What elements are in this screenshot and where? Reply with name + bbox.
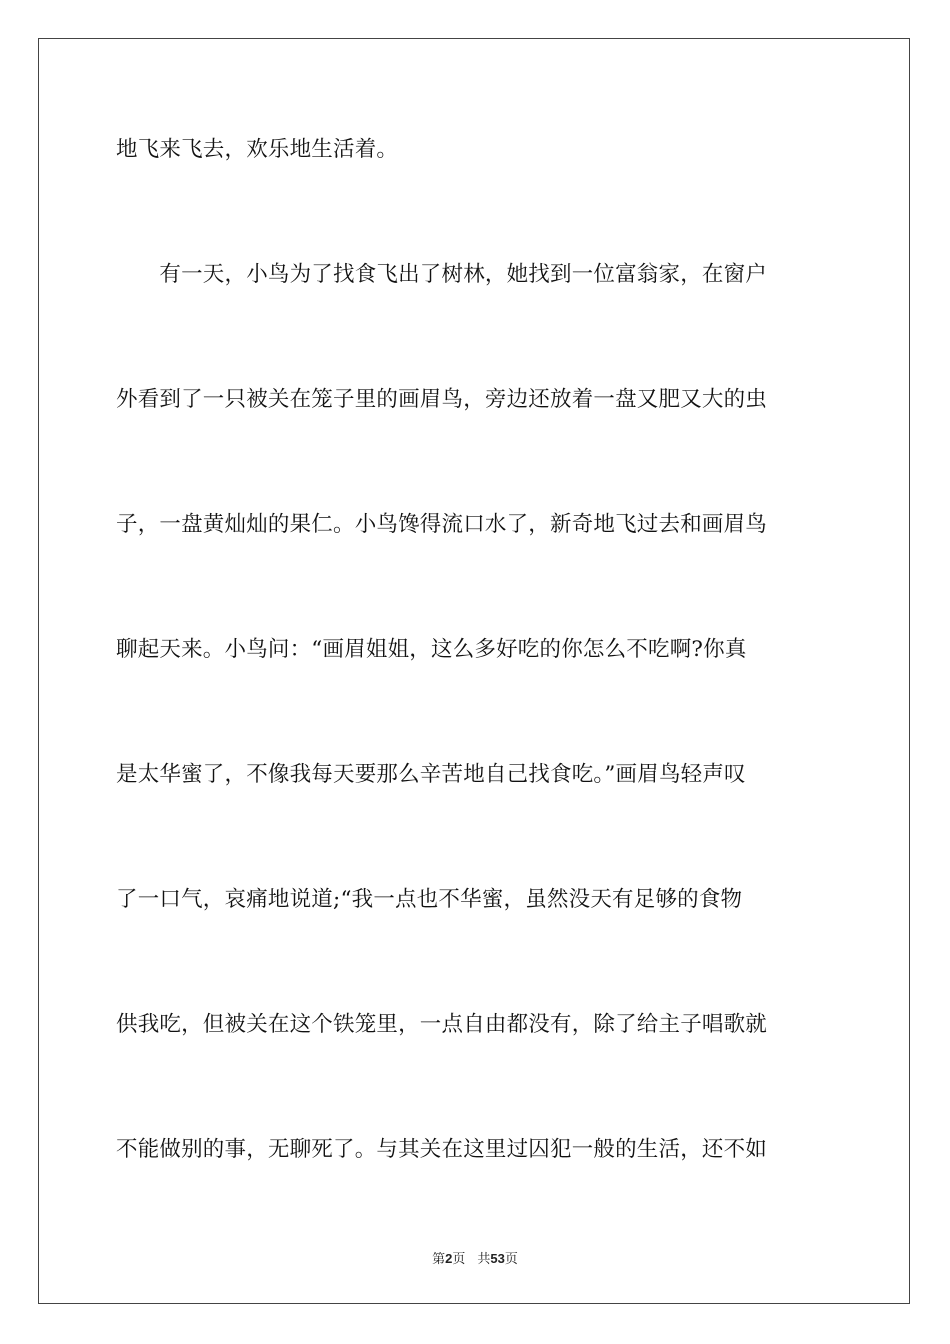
text-line: 不能做别的事，无聊死了。与其关在这里过囚犯一般的生活，还不如	[116, 1137, 768, 1162]
total-pages: 53	[490, 1251, 505, 1266]
page-number: 2	[445, 1251, 453, 1266]
text-line: 是太华蜜了，不像我每天要那么辛苦地自己找食吃。”画眉鸟轻声叹	[116, 762, 746, 787]
text-line: 了一口气，哀痛地说道;“我一点也不华蜜，虽然没天有足够的食物	[116, 887, 743, 912]
text-line: 聊起天来。小鸟问：“画眉姐姐，这么多好吃的你怎么不吃啊?你真	[116, 637, 747, 662]
text-line: 有一天，小鸟为了找食飞出了树林，她找到一位富翁家，在窗户	[116, 262, 768, 287]
page-suffix: 页	[452, 1252, 466, 1267]
page-footer	[0, 1248, 950, 1267]
text-line: 子，一盘黄灿灿的果仁。小鸟馋得流口水了，新奇地飞过去和画眉鸟	[116, 512, 768, 537]
total-suffix: 页	[504, 1252, 518, 1267]
page-prefix: 第	[432, 1252, 446, 1267]
page-border	[38, 38, 910, 1304]
text-line: 外看到了一只被关在笼子里的画眉鸟，旁边还放着一盘又肥又大的虫	[116, 387, 768, 412]
text-line: 供我吃，但被关在这个铁笼里，一点自由都没有，除了给主子唱歌就	[116, 1012, 768, 1037]
text-line: 地飞来飞去，欢乐地生活着。	[116, 137, 399, 162]
total-prefix: 共	[477, 1252, 491, 1267]
